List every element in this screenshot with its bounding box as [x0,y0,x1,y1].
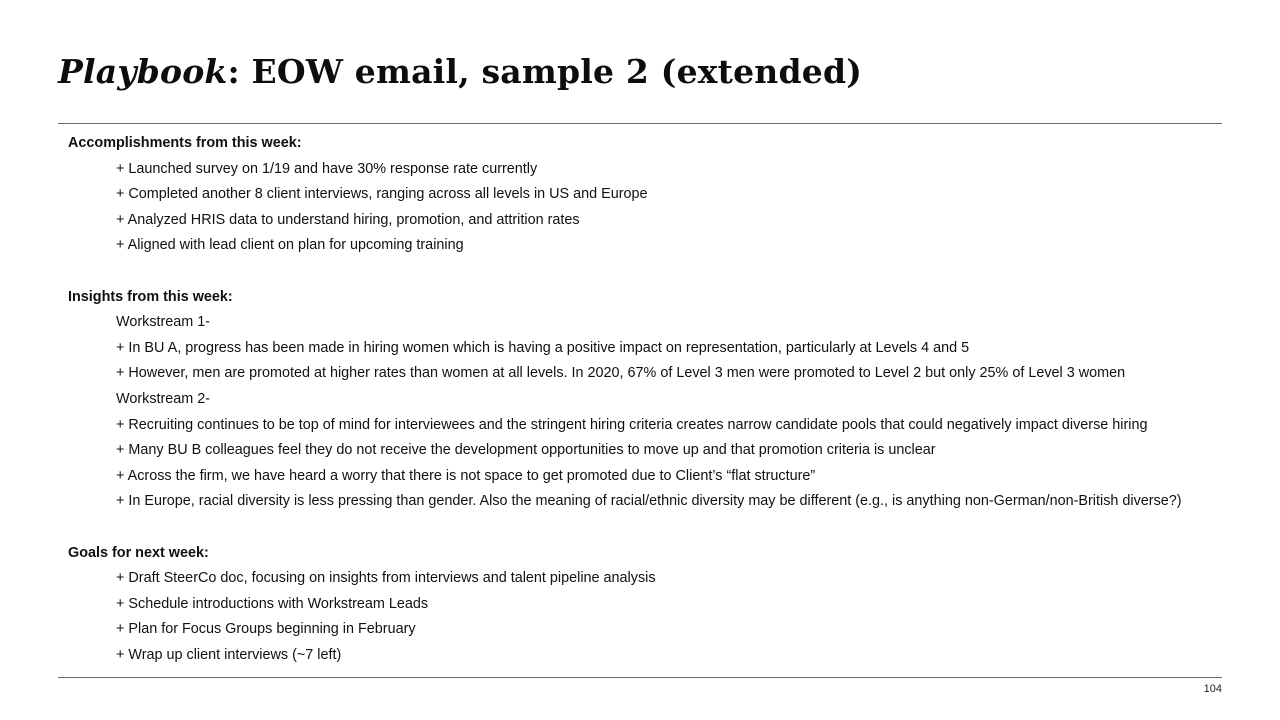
insight-item: + However, men are promoted at higher rates than women at all levels. In 2020, 67% of Level 3 men were promoted to Level 2 but only 25% of Level 3 women [116,365,1126,382]
accomplishment-item: + Analyzed HRIS data to understand hiring, promotion, and attrition rates [116,211,580,228]
goal-item: + Schedule introductions with Workstream Leads [116,595,429,612]
accomplishment-item: + Launched survey on 1/19 and have 30% response rate currently [116,160,538,177]
accomplishment-item: + Completed another 8 client interviews, ranging across all levels in US and Europe [116,186,648,203]
insight-item: + Many BU B colleagues feel they do not receive the development opportunities to move up and that promotion criteria is unclear [116,442,936,459]
insights-heading: Insights from this week: [68,288,233,305]
title-rest: : EOW email, sample 2 (extended) [227,52,863,91]
page-number: 104 [1203,683,1222,695]
workstream-label: Workstream 2- [116,391,211,407]
goal-item: + Plan for Focus Groups beginning in February [116,621,416,638]
insight-item: + In BU A, progress has been made in hiring women which is having a positive impact on representation, particularly at Levels 4 and 5 [116,339,970,356]
goal-item: + Draft SteerCo doc, focusing on insights from interviews and talent pipeline analysis [116,570,656,587]
goal-item: + Wrap up client interviews (~7 left) [116,647,342,663]
bottom-divider [58,677,1222,678]
insight-item: + Across the firm, we have heard a worry that there is not space to get promoted due to Client’s “flat structure” [116,467,816,484]
insight-item: + In Europe, racial diversity is less pressing than gender. Also the meaning of racial/ethnic diversity may be different (e.g., is anything non-German/non-British diverse?) [116,493,1182,510]
workstream-label: Workstream 1- [116,314,211,331]
insight-item: + Recruiting continues to be top of mind for interviewees and the stringent hiring criteria creates narrow candidate pools that could negatively impact diverse hiring [116,416,1148,433]
goals-heading: Goals for next week: [68,544,209,561]
accomplishment-item: + Aligned with lead client on plan for upcoming training [116,237,464,254]
page-title [58,52,862,91]
title-italic: Playbook [58,52,228,91]
top-divider [58,123,1222,124]
accomplishments-heading: Accomplishments from this week: [68,135,302,151]
